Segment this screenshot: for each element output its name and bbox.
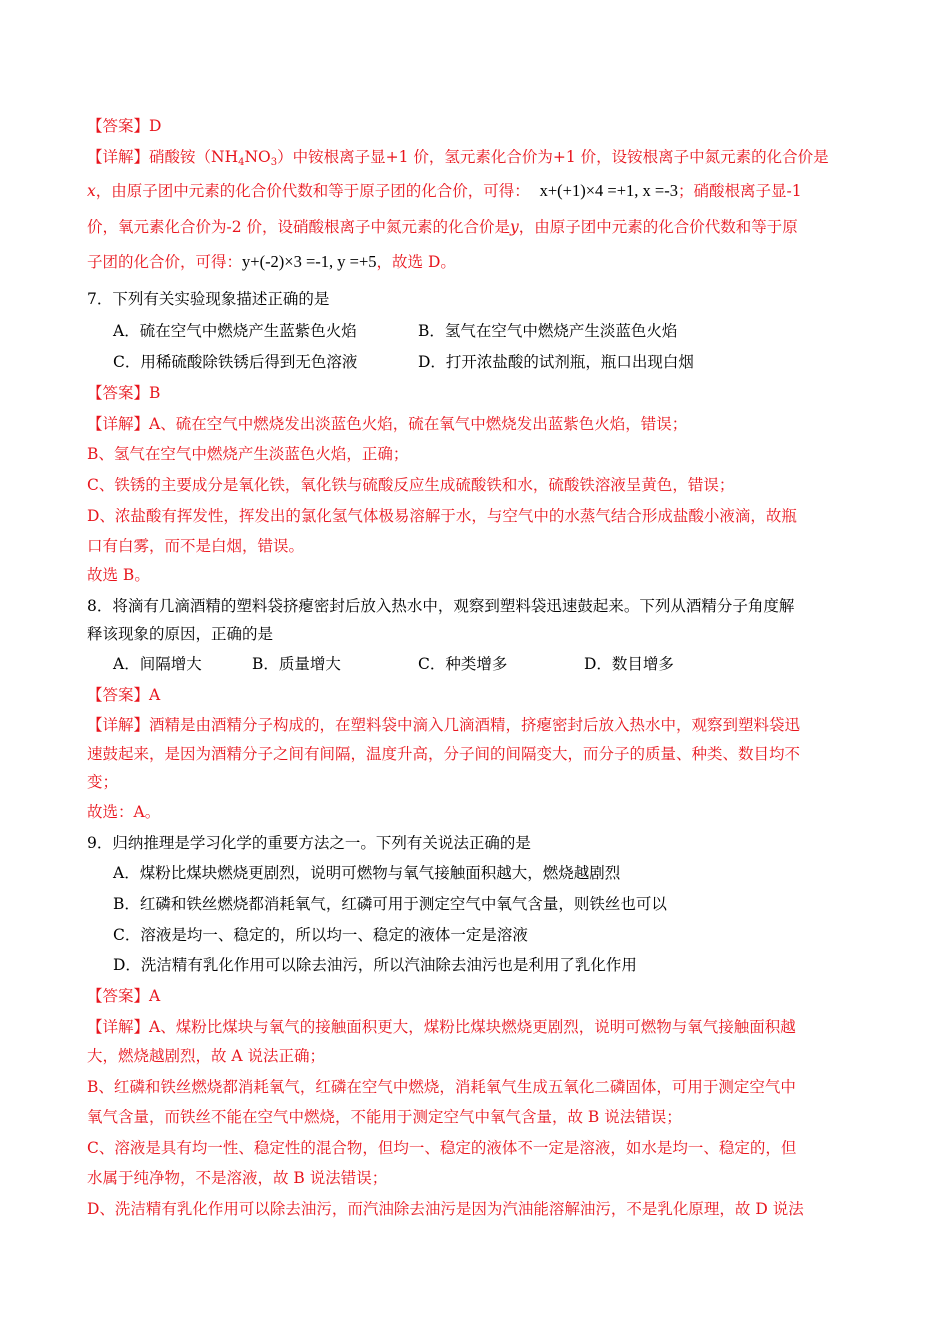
q8-detail-line-2: 速鼓起来，是因为酒精分子之间有间隔，温度升高，分子间的间隔变大，而分子的质量、种类、数目均不 <box>87 745 801 763</box>
q7-detail-line-5: 口有白雾，而不是白烟，错误。 <box>87 537 305 555</box>
q8-answer: 【答案】A <box>87 686 161 704</box>
q9-detail-line-2: 大，燃烧越剧烈，故 A 说法正确； <box>87 1047 326 1065</box>
q8-option-d: D．数目增多 <box>584 655 674 673</box>
q9-option-b: B．红磷和铁丝燃烧都消耗氧气，红磷可用于测定空气中氧气含量，则铁丝也可以 <box>113 895 667 913</box>
q8-option-c: C．种类增多 <box>418 655 508 673</box>
q8-conclusion: 故选：A。 <box>87 803 161 821</box>
q9-detail-line-3: B、红磷和铁丝燃烧都消耗氧气，红磷在空气中燃烧，消耗氧气生成五氧化二磷固体，可用于测定空气中 <box>87 1078 796 1096</box>
q9-answer: 【答案】A <box>87 987 161 1005</box>
q8-stem-line-2: 释该现象的原因，正确的是 <box>87 625 274 643</box>
q7-option-b: B．氢气在空气中燃烧产生淡蓝色火焰 <box>418 322 678 340</box>
q6-answer: 【答案】D <box>87 117 162 135</box>
q7-detail-line-4: D、浓盐酸有挥发性，挥发出的氯化氢气体极易溶解于水，与空气中的水蒸气结合形成盐酸小液滴，故瓶 <box>87 507 797 525</box>
q9-detail-line-1: 【详解】A、煤粉比煤块与氧气的接触面积更大，煤粉比煤块燃烧更剧烈，说明可燃物与氧气接触面积越 <box>87 1018 796 1036</box>
q8-detail-line-1: 【详解】酒精是由酒精分子构成的，在塑料袋中滴入几滴酒精，挤瘪密封后放入热水中，观察到塑料袋迅 <box>87 716 801 734</box>
q9-option-c: C．溶液是均一、稳定的，所以均一、稳定的液体一定是溶液 <box>113 926 528 944</box>
q9-detail-line-6: 水属于纯净物，不是溶液，故 B 说法错误； <box>87 1169 388 1187</box>
q7-option-d: D．打开浓盐酸的试剂瓶，瓶口出现白烟 <box>418 353 694 371</box>
q9-detail-line-7: D、洗洁精有乳化作用可以除去油污，而汽油除去油污是因为汽油能溶解油污，不是乳化原理，故 D 说法 <box>87 1200 804 1218</box>
q8-detail-line-3: 变； <box>87 773 119 791</box>
q6-equation-2: y+(-2)×3 =-1, y =+5 <box>242 252 377 271</box>
q6-equation-1: x+(+1)×4 =+1, x =-3 <box>539 181 678 200</box>
q7-detail-line-3: C、铁锈的主要成分是氧化铁，氧化铁与硫酸反应生成硫酸铁和水，硫酸铁溶液呈黄色，错误； <box>87 476 735 494</box>
q9-detail-line-4: 氧气含量，而铁丝不能在空气中燃烧，不能用于测定空气中氧气含量，故 B 说法错误； <box>87 1108 682 1126</box>
q6-detail-line-4: 子团的化合价，可得：y+(-2)×3 =-1, y =+5，故选 D。 <box>87 252 456 271</box>
q9-detail-line-5: C、溶液是具有均一性、稳定性的混合物，但均一、稳定的液体不一定是溶液，如水是均一、稳定的，但 <box>87 1139 797 1157</box>
q7-detail-line-2: B、氢气在空气中燃烧产生淡蓝色火焰，正确； <box>87 445 409 463</box>
q8-option-b: B．质量增大 <box>252 655 341 673</box>
q6-detail-line-2: x，由原子团中元素的化合价代数和等于原子团的化合价，可得： x+(+1)×4 =+1, x =-3；硝酸根离子显-1 <box>87 181 802 200</box>
q7-conclusion: 故选 B。 <box>87 566 150 584</box>
q8-option-a: A．间隔增大 <box>113 655 202 673</box>
q6-detail-line-1: 【详解】硝酸铵$(NH_4NO_3)$中铵根离子显+1 价，氢元素化合价为+1 价，设铵根离子中氮元素的化合价是 <box>87 148 829 168</box>
q9-option-a: A．煤粉比煤块燃烧更剧烈，说明可燃物与氧气接触面积越大，燃烧越剧烈 <box>113 864 621 882</box>
q9-stem: 9．归纳推理是学习化学的重要方法之一。下列有关说法正确的是 <box>87 834 531 852</box>
q7-option-a: A．硫在空气中燃烧产生蓝紫色火焰 <box>113 322 357 340</box>
q7-option-c: C．用稀硫酸除铁锈后得到无色溶液 <box>113 353 358 371</box>
q9-option-d: D．洗洁精有乳化作用可以除去油污，所以汽油除去油污也是利用了乳化作用 <box>113 956 637 974</box>
q6-detail-line-3: 价，氧元素化合价为-2 价，设硝酸根离子中氮元素的化合价是y，由原子团中元素的化合价代数和等于原 <box>87 218 798 236</box>
q7-detail-line-1: 【详解】A、硫在空气中燃烧发出淡蓝色火焰，硫在氧气中燃烧发出蓝紫色火焰，错误； <box>87 415 688 433</box>
q7-answer: 【答案】B <box>87 384 161 402</box>
q7-stem: 7．下列有关实验现象描述正确的是 <box>87 290 330 308</box>
q8-stem-line-1: 8．将滴有几滴酒精的塑料袋挤瘪密封后放入热水中，观察到塑料袋迅速鼓起来。下列从酒精分子角度解 <box>87 597 795 615</box>
